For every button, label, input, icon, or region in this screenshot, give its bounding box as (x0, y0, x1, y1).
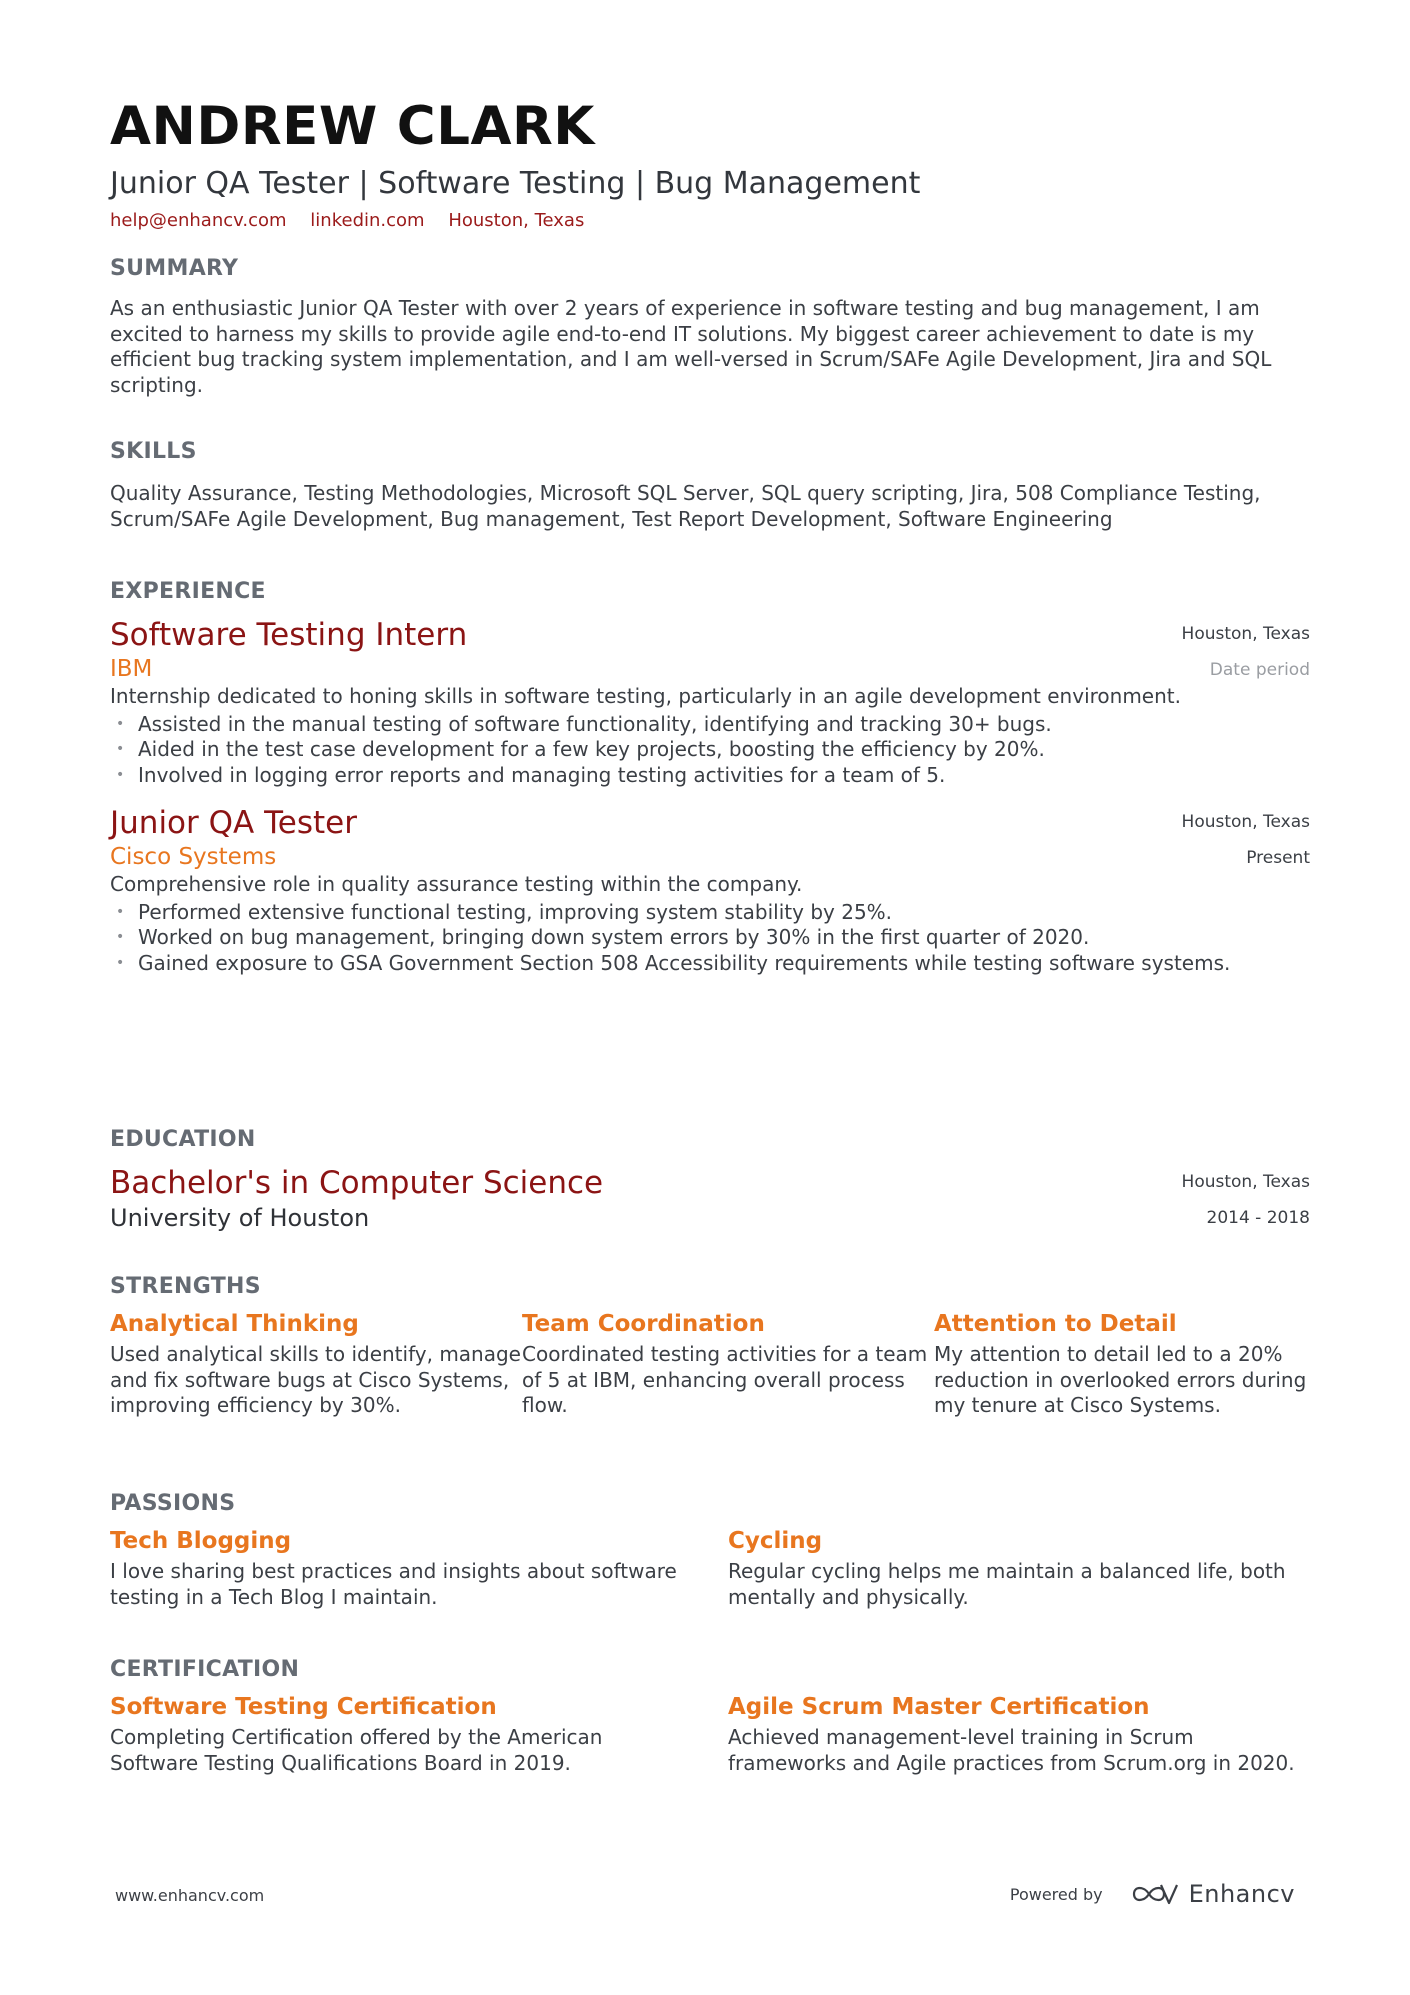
linkedin-link[interactable]: linkedin.com (310, 210, 425, 231)
section-title-passions: PASSIONS (110, 1491, 236, 1516)
job-period: Present (1246, 848, 1310, 868)
section-title-education: EDUCATION (110, 1127, 256, 1152)
section-title-experience: EXPERIENCE (110, 579, 266, 604)
job-description: Comprehensive role in quality assurance testing within the company. (110, 872, 803, 896)
certification-item (110, 1692, 728, 1776)
certification-title: Agile Scrum Master Certification (728, 1694, 1150, 1720)
strength-title: Analytical Thinking (110, 1311, 359, 1337)
header (110, 95, 1310, 233)
education-section (110, 1126, 1310, 1234)
certification-section (110, 1656, 1310, 1776)
experience-section (110, 578, 1310, 976)
job-entry (110, 804, 1310, 976)
brand-name[interactable]: Enhancv (1188, 1880, 1295, 1908)
job-period: Date period (1209, 660, 1310, 680)
contact-info (110, 209, 1310, 233)
certification-text: Achieved management-level training in Scrum frameworks and Agile practices from Scrum.org in 2020. (728, 1725, 1295, 1775)
powered-by-text: Powered by (1009, 1884, 1103, 1904)
footer-website-link[interactable]: www.enhancv.com (115, 1886, 265, 1905)
passion-item (110, 1526, 728, 1610)
education-entry (110, 1164, 1310, 1234)
skills-section (110, 438, 1310, 532)
candidate-subtitle: Junior QA Tester | Software Testing | Bug Management (110, 166, 921, 201)
job-company: IBM (110, 656, 153, 682)
job-bullet: • Gained exposure to GSA Government Section 508 Accessibility requirements while testing software systems. (110, 951, 1310, 977)
school-name: University of Houston (110, 1204, 370, 1232)
summary-section (110, 255, 1310, 398)
education-period: 2014 - 2018 (1206, 1208, 1310, 1228)
location-text: Houston, Texas (448, 210, 585, 231)
job-bullet: • Aided in the test case development for a few key projects, boosting the efficiency by 20%. (110, 737, 1310, 763)
education-location: Houston, Texas (1181, 1172, 1310, 1192)
job-bullet: • Worked on bug management, bringing down system errors by 30% in the first quarter of 2020. (110, 925, 1310, 951)
passion-title: Cycling (728, 1528, 823, 1554)
passions-section (110, 1490, 1310, 1610)
job-location: Houston, Texas (1181, 812, 1310, 832)
job-bullet: • Involved in logging error reports and managing testing activities for a team of 5. (110, 763, 1310, 789)
job-company: Cisco Systems (110, 844, 277, 870)
section-title-summary: SUMMARY (110, 256, 239, 281)
email-link[interactable]: help@enhancv.com (110, 210, 287, 231)
certification-item (728, 1692, 1298, 1776)
summary-text: As an enthusiastic Junior QA Tester with over 2 years of experience in software testing and bug management, I am excited to harness my skills to provide agile end-to-end IT solutions. My biggest career achievement to date is my efficient bug tracking system implementation, and I am well-versed in Scrum/SAFe Agile Development, Jira and SQL scripting. (110, 296, 1272, 397)
passion-title: Tech Blogging (110, 1528, 292, 1554)
strength-text: Used analytical skills to identify, manage and fix software bugs at Cisco Systems, improving efficiency by 30%. (110, 1342, 521, 1417)
candidate-name: ANDREW CLARK (110, 96, 595, 157)
passion-text: Regular cycling helps me maintain a balanced life, both mentally and physically. (728, 1559, 1286, 1609)
strengths-section (110, 1273, 1310, 1419)
section-title-certification: CERTIFICATION (110, 1657, 300, 1682)
footer-branding (1010, 1880, 1295, 1908)
passion-item (728, 1526, 1298, 1610)
degree-title: Bachelor's in Computer Science (110, 1165, 604, 1201)
strength-item (934, 1309, 1310, 1419)
strength-item (110, 1309, 522, 1419)
strength-text: My attention to detail led to a 20% reduction in overlooked errors during my tenure at Cisco Systems. (934, 1342, 1307, 1417)
education-meta (1182, 1164, 1310, 1236)
certification-title: Software Testing Certification (110, 1694, 497, 1720)
passion-text: I love sharing best practices and insights about software testing in a Tech Blog I maintain. (110, 1559, 677, 1609)
job-bullets (110, 900, 1310, 977)
certification-grid (110, 1692, 1310, 1776)
strengths-grid (110, 1309, 1310, 1419)
job-description: Internship dedicated to honing skills in software testing, particularly in an agile development environment. (110, 684, 1181, 708)
skills-text: Quality Assurance, Testing Methodologies, Microsoft SQL Server, SQL query scripting, Jira, 508 Compliance Testing, Scrum/SAFe Agile Development, Bug management, Test Report Development, Software Engineering (110, 481, 1261, 531)
passions-grid (110, 1526, 1310, 1610)
section-title-strengths: STRENGTHS (110, 1274, 261, 1299)
footer (115, 1880, 1295, 1920)
job-bullet: • Performed extensive functional testing, improving system stability by 25%. (110, 900, 1310, 926)
job-meta (1182, 616, 1310, 688)
strength-item (522, 1309, 934, 1419)
job-bullet: • Assisted in the manual testing of software functionality, identifying and tracking 30+ bugs. (110, 712, 1310, 738)
job-title: Junior QA Tester (110, 805, 357, 841)
job-title: Software Testing Intern (110, 617, 468, 653)
section-title-skills: SKILLS (110, 439, 197, 464)
job-bullets (110, 712, 1310, 789)
certification-text: Completing Certification offered by the American Software Testing Qualifications Board in 2019. (110, 1725, 603, 1775)
job-meta (1182, 804, 1310, 876)
strength-title: Attention to Detail (934, 1311, 1177, 1337)
enhancv-logo-icon (1131, 1881, 1179, 1907)
job-location: Houston, Texas (1181, 624, 1310, 644)
strength-title: Team Coordination (522, 1311, 765, 1337)
job-entry (110, 616, 1310, 788)
strength-text: Coordinated testing activities for a team of 5 at IBM, enhancing overall process flow. (522, 1342, 928, 1417)
